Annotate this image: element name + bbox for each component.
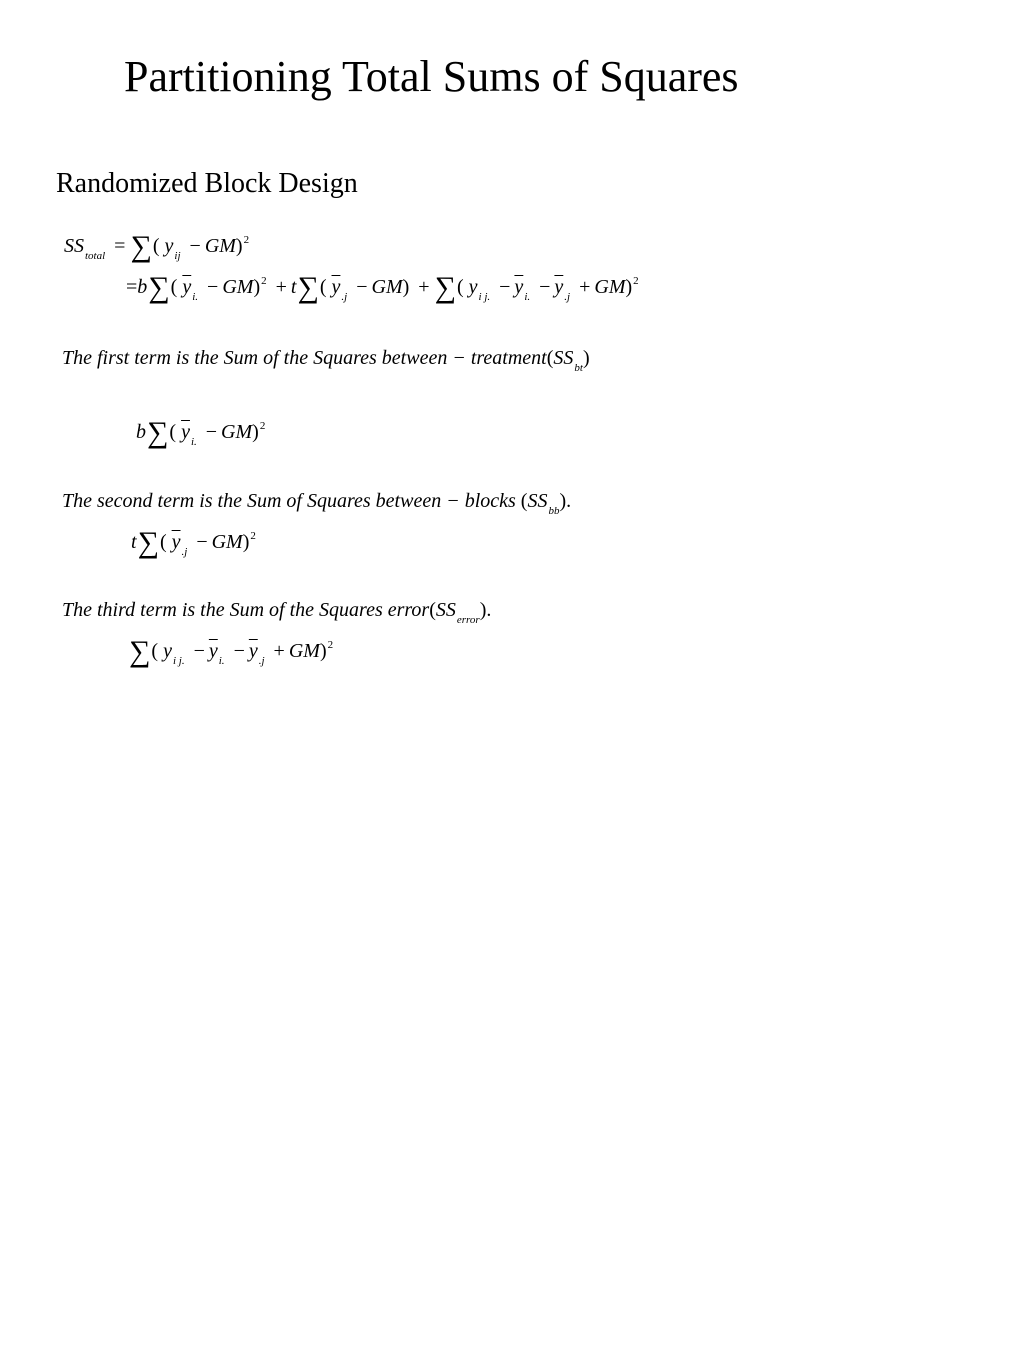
section-subtitle: Randomized Block Design: [56, 168, 358, 199]
page-title: Partitioning Total Sums of Squares: [124, 52, 739, 101]
equation-treatment-ss: b∑( $\overline{y}_{i.} - GM)^2$: [136, 416, 266, 449]
second-term-sentence: The second term is the Sum of Squares between − blocks $(SS_{bb})$.: [62, 490, 572, 517]
first-term-sentence: The first term is the Sum of the Squares between − $treatment(SS_{bt})$: [62, 347, 590, 374]
equation-ss-total: $SS_{total}$ = ∑( $y_{ij} - GM)^2$: [64, 230, 250, 263]
third-term-sentence: The third term is the Sum of the Squares $error(SS_{error})$.: [62, 599, 492, 626]
equation-blocks-ss: t∑( $\overline{y}_{.j} - GM)^2$: [131, 526, 256, 559]
equation-error-ss: ∑( $y_{i j.} - \overline{y}_{i.} - \overline{y}_{.j} + GM)^2$: [129, 635, 334, 668]
equation-expansion: =b∑( $\overline{y}_{i.} - GM)^2 + t\sum$( $\overline{y}_{.j} - GM$) + ∑( $y_{i j.} - \overline{y}_{i.} - \overline{y}_{.j} + GM)^2$: [126, 271, 639, 304]
